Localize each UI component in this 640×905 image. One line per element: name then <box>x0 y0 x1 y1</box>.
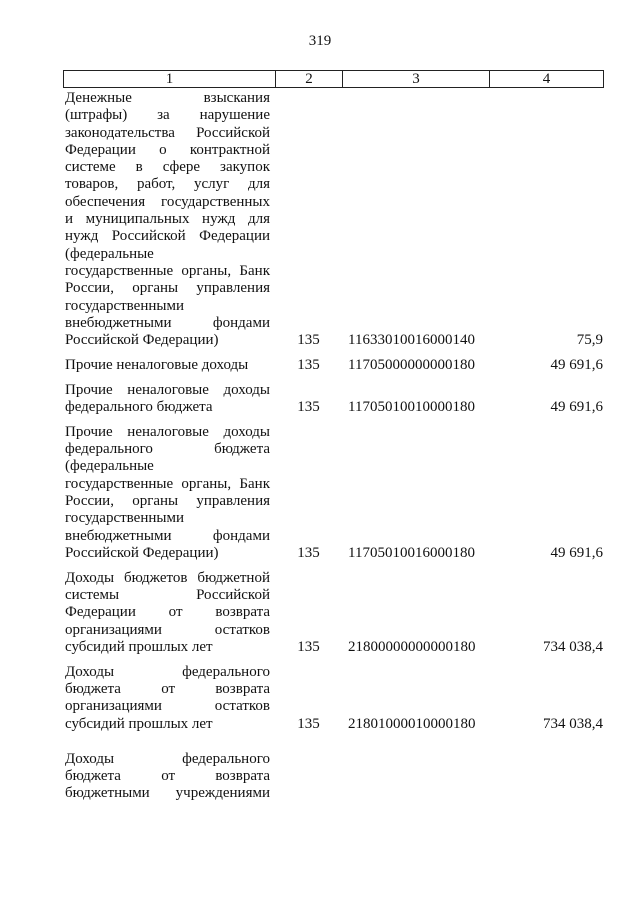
description-line: (федеральные <box>65 245 154 262</box>
description-line: законодательства Российской <box>65 124 270 141</box>
header-col-3: 3 <box>343 71 490 87</box>
description-line: Прочие неналоговые доходы <box>65 381 270 398</box>
row-description <box>65 664 270 733</box>
description-line: Федерации от возврата <box>65 604 270 621</box>
description-line: России, органы управления <box>65 493 270 510</box>
table-row <box>65 382 605 417</box>
table-row <box>65 424 605 562</box>
row-description <box>65 90 270 349</box>
amount: 75,9 <box>576 332 603 349</box>
description-line: системы Российской <box>65 587 270 604</box>
header-col-4: 4 <box>542 71 551 87</box>
budget-classification-code: 21801000010000180 <box>348 715 476 732</box>
description-line: Денежные взыскания <box>65 90 270 106</box>
description-line: организациями остатков <box>65 698 270 715</box>
budget-classification-code: 11705000000000180 <box>348 356 475 373</box>
admin-code: 135 <box>297 544 320 561</box>
amount: 734 038,4 <box>543 715 603 732</box>
table-header <box>63 70 604 88</box>
budget-classification-code: 11633010016000140 <box>348 332 475 349</box>
description-line: нужд Российской Федерации <box>65 228 270 245</box>
admin-code: 135 <box>297 356 320 373</box>
description-line: внебюджетными фондами <box>65 314 270 331</box>
description-line: бюджетными учреждениями <box>65 785 270 802</box>
description-line: бюджета от возврата <box>65 768 270 785</box>
description-line: государственные органы, Банк <box>65 262 270 279</box>
row-description <box>65 751 270 803</box>
description-line: России, органы управления <box>65 280 270 297</box>
admin-code: 135 <box>297 638 320 655</box>
admin-code: 135 <box>297 332 320 349</box>
row-description <box>65 570 270 656</box>
admin-code: 135 <box>297 399 320 416</box>
amount: 49 691,6 <box>550 399 603 416</box>
header-col-2: 2 <box>276 71 343 87</box>
description-line: федерального бюджета <box>65 399 213 416</box>
row-description <box>65 382 270 417</box>
amount: 49 691,6 <box>550 544 603 561</box>
description-line: государственные органы, Банк <box>65 475 270 492</box>
description-line: Доходы федерального <box>65 750 270 767</box>
budget-classification-code: 11705010010000180 <box>348 399 475 416</box>
description-line: Российской Федерации) <box>65 332 219 349</box>
table-row <box>65 751 605 803</box>
description-line: организациями остатков <box>65 621 270 638</box>
row-description <box>65 424 270 562</box>
description-line: (федеральные <box>65 458 154 475</box>
table-row <box>65 570 605 656</box>
description-line: внебюджетными фондами <box>65 527 270 544</box>
header-col-1: 1 <box>64 71 276 87</box>
amount: 49 691,6 <box>550 356 603 373</box>
table-row <box>65 664 605 733</box>
description-line: Доходы бюджетов бюджетной <box>65 569 270 586</box>
description-line: и муниципальных нужд для <box>65 211 270 228</box>
admin-code: 135 <box>297 715 320 732</box>
description-line: государственными <box>65 510 184 527</box>
description-line: Доходы федерального <box>65 663 270 680</box>
table-row <box>65 90 605 349</box>
description-line: Прочие неналоговые доходы <box>65 356 249 373</box>
description-line: товаров, работ, услуг для <box>65 176 270 193</box>
budget-classification-code: 21800000000000180 <box>348 638 476 655</box>
description-line: (штрафы) за нарушение <box>65 107 270 124</box>
description-line: Федерации о контрактной <box>65 141 270 158</box>
description-line: Прочие неналоговые доходы <box>65 423 270 440</box>
table-body <box>65 90 605 810</box>
description-line: государственными <box>65 297 184 314</box>
description-line: Российской Федерации) <box>65 544 219 561</box>
table-row <box>65 357 605 374</box>
description-line: федерального бюджета <box>65 441 270 458</box>
description-line: субсидий прошлых лет <box>65 715 213 732</box>
description-line: системе в сфере закупок <box>65 159 270 176</box>
budget-classification-code: 11705010016000180 <box>348 544 475 561</box>
amount: 734 038,4 <box>543 638 603 655</box>
description-line: бюджета от возврата <box>65 681 270 697</box>
description-line: субсидий прошлых лет <box>65 638 213 655</box>
page-number: 319 <box>308 33 332 49</box>
description-line: обеспечения государственных <box>65 193 270 210</box>
row-description <box>65 357 270 374</box>
